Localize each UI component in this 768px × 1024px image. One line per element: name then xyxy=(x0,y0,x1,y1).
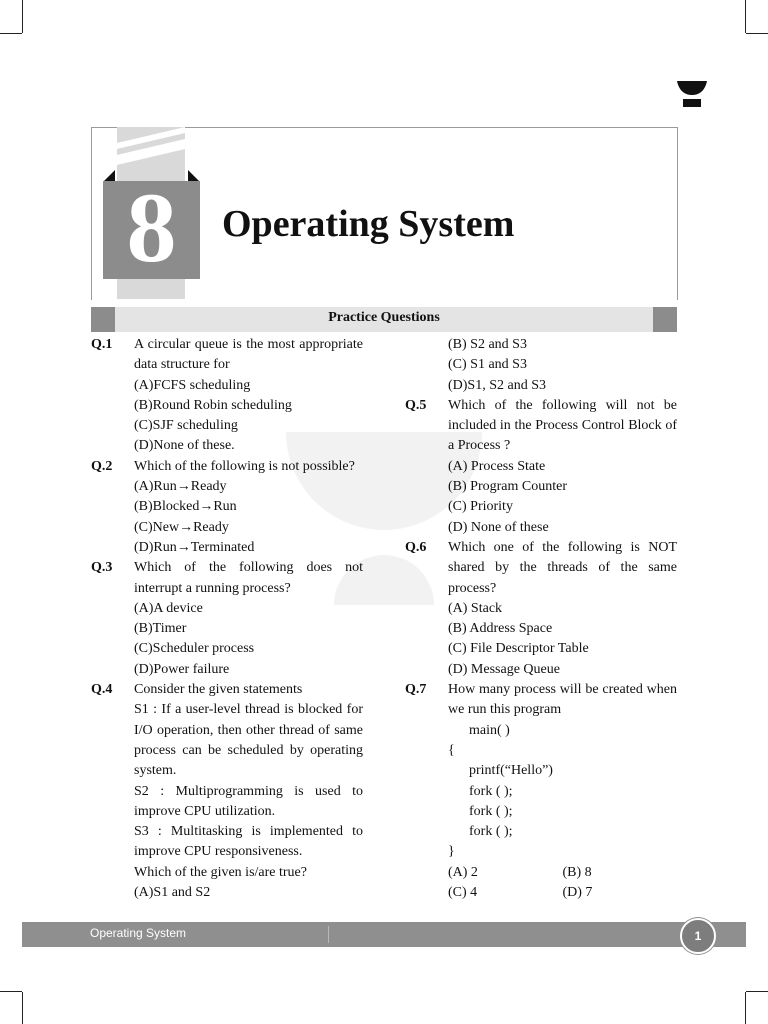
option: (C) 4 xyxy=(448,885,478,901)
option: (A)A device xyxy=(134,600,203,616)
code-line: fork ( ); xyxy=(469,803,513,819)
footer-divider xyxy=(328,926,329,943)
statement: S3 : Multitasking is implemented to improve CPU responsiveness. xyxy=(134,824,363,860)
question-number: Q.5 xyxy=(405,397,427,413)
option: (D)S1, S2 and S3 xyxy=(448,377,547,393)
question-number: Q.4 xyxy=(91,682,113,698)
page-title: Operating System xyxy=(222,203,515,245)
option: (D)Run→Terminated xyxy=(134,539,255,555)
option: (C)New→Ready xyxy=(134,519,229,535)
question-number: Q.1 xyxy=(91,337,113,352)
page-footer xyxy=(22,922,746,947)
option: (B)Round Robin scheduling xyxy=(134,397,292,413)
question-number: Q.6 xyxy=(405,539,427,555)
code-line: fork ( ); xyxy=(469,824,513,840)
question-text: Which of the following is not possible? xyxy=(134,458,355,474)
section-title: Practice Questions xyxy=(328,310,440,325)
option-row xyxy=(448,863,677,883)
question-q4 xyxy=(91,680,363,903)
option: (A)FCFS scheduling xyxy=(134,377,251,393)
option: (D)None of these. xyxy=(134,438,235,454)
option: (C)SJF scheduling xyxy=(134,418,238,434)
question-number: Q.2 xyxy=(91,458,113,474)
question-text: Which of the following will not be included in the Process Control Block of a Process ? xyxy=(448,397,677,454)
code-line: printf(“Hello”) xyxy=(469,763,553,779)
crop-mark xyxy=(745,0,746,33)
question-q5 xyxy=(405,396,677,538)
question-number: Q.7 xyxy=(405,682,427,698)
page-number-badge xyxy=(680,918,716,954)
question-number: Q.3 xyxy=(91,560,113,576)
option: (C)Scheduler process xyxy=(134,641,255,657)
statement: S2 : Multiprogramming is used to improve CPU utilization. xyxy=(134,783,363,819)
question-text: How many process will be created when we run this program xyxy=(448,682,677,718)
option-row xyxy=(448,883,677,903)
question-q4-continued xyxy=(405,335,677,396)
crop-mark xyxy=(746,33,768,34)
option: (B) Program Counter xyxy=(448,479,567,495)
chapter-number: 8 xyxy=(126,172,177,283)
option: (B)Timer xyxy=(134,621,187,637)
question-q6 xyxy=(405,538,677,680)
question-q2 xyxy=(91,457,363,558)
option: (A) Process State xyxy=(448,458,546,474)
crop-mark xyxy=(745,992,746,1024)
question-text: Consider the given statements xyxy=(134,682,303,698)
option: (A)S1 and S2 xyxy=(134,885,211,901)
statement: S1 : If a user-level thread is blocked for I/O operation, then other thread of same process can be scheduled by operating system. xyxy=(134,702,363,779)
crop-mark xyxy=(22,0,23,33)
question-q1 xyxy=(91,335,363,457)
option: (D) Message Queue xyxy=(448,661,560,677)
crop-mark xyxy=(0,33,22,34)
code-line: fork ( ); xyxy=(469,783,513,799)
option: (B)Blocked→Run xyxy=(134,499,237,515)
option: (B) S2 and S3 xyxy=(448,337,527,352)
option: (C) S1 and S3 xyxy=(448,357,527,373)
question-text: Which one of the following is NOT shared by the threads of the same process? xyxy=(448,539,677,596)
option: (A) 2 xyxy=(448,864,478,880)
option: (D)Power failure xyxy=(134,661,230,677)
crop-mark xyxy=(22,992,23,1024)
brand-logo-icon xyxy=(677,81,707,107)
code-line: } xyxy=(448,844,455,860)
page-number: 1 xyxy=(694,929,702,943)
option: (B) Address Space xyxy=(448,621,553,637)
option: (C) File Descriptor Table xyxy=(448,641,589,657)
crop-mark xyxy=(746,991,768,992)
question-text: Which of the following does not interrupt a running process? xyxy=(134,560,363,596)
section-bar xyxy=(91,307,677,332)
question-q3 xyxy=(91,558,363,680)
option: (C) Priority xyxy=(448,499,513,515)
question-q7 xyxy=(405,680,677,903)
left-column xyxy=(91,335,363,903)
option: (D) 7 xyxy=(562,885,593,901)
right-column xyxy=(405,335,677,903)
crop-mark xyxy=(0,991,22,992)
option: (D) None of these xyxy=(448,519,549,535)
option: (B) 8 xyxy=(562,864,592,880)
code-line: main( ) xyxy=(469,722,510,738)
code-line: { xyxy=(448,742,455,758)
option: (A)Run→Ready xyxy=(134,479,227,495)
question-text: A circular queue is the most appropriate data structure for xyxy=(134,337,363,373)
footer-label: Operating System xyxy=(90,926,187,940)
option: (A) Stack xyxy=(448,600,503,616)
statement: Which of the given is/are true? xyxy=(134,864,307,880)
